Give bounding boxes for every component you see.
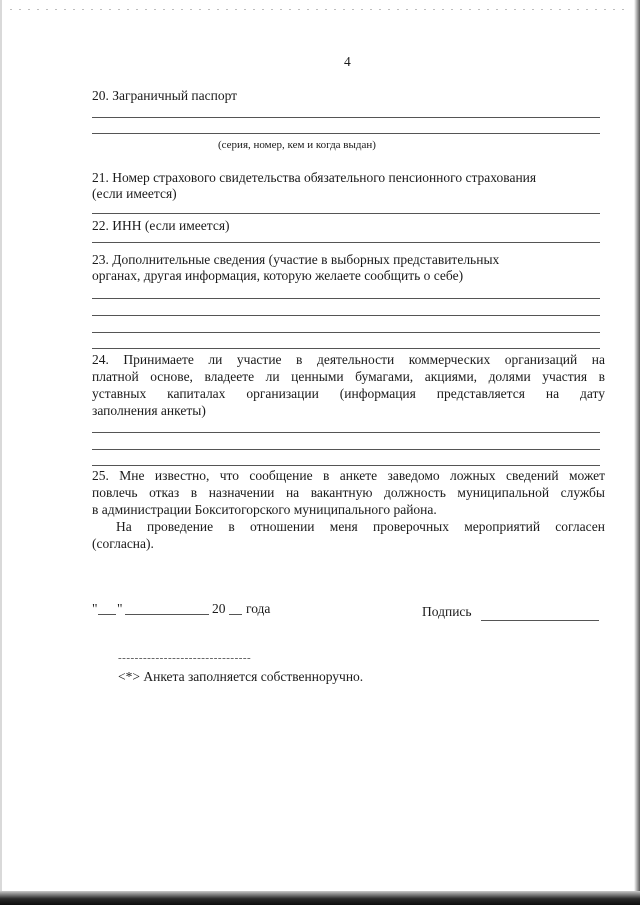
date-day-line[interactable] <box>98 614 116 615</box>
q22-label: 22. ИНН (если имеется) <box>92 218 230 233</box>
q23-fill-line-4[interactable] <box>92 348 600 349</box>
q20-fill-line-2[interactable] <box>92 133 600 134</box>
q23-fill-line-2[interactable] <box>92 315 600 316</box>
q25-line-2: повлечь отказ в назначении на вакантную должность муниципальной службы <box>92 485 605 500</box>
date-year-line[interactable] <box>229 614 242 615</box>
q25-line-3: в администрации Бокситогорского муниципального района. <box>92 502 437 517</box>
q23-line-2: органах, другая информация, которую желаете сообщить о себе) <box>92 268 464 283</box>
q21-line-2: (если имеется) <box>92 186 177 201</box>
q22-fill-line[interactable] <box>92 242 600 243</box>
signature-label: Подпись <box>422 604 472 619</box>
q25-line-4: На проведение в отношении меня проверочных мероприятий согласен <box>116 519 605 534</box>
q21-line-1: 21. Номер страхового свидетельства обязательного пенсионного страхования <box>92 170 537 185</box>
date-year-word: года <box>246 601 271 616</box>
q20-label: 20. Заграничный паспорт <box>92 88 238 103</box>
page-number: 4 <box>344 54 351 69</box>
q23-fill-line-1[interactable] <box>92 298 600 299</box>
q24-fill-line-3[interactable] <box>92 465 600 466</box>
scan-edge-bottom <box>0 891 640 905</box>
q25-line-1: 25. Мне известно, что сообщение в анкете заведомо ложных сведений может <box>92 468 605 483</box>
date-month-line[interactable] <box>125 614 209 615</box>
q24-line-1: 24. Принимаете ли участие в деятельности коммерческих организаций на <box>92 352 605 367</box>
scan-top-dots <box>10 9 630 10</box>
q24-line-4: заполнения анкеты) <box>92 403 206 418</box>
q24-line-3: уставных капиталах организации (информация представляется на дату <box>92 386 605 401</box>
q23-fill-line-3[interactable] <box>92 332 600 333</box>
signature-line[interactable] <box>481 620 599 621</box>
q20-fill-line-1[interactable] <box>92 117 600 118</box>
scan-edge-right <box>634 0 640 905</box>
q24-fill-line-1[interactable] <box>92 432 600 433</box>
date-close-quote: " <box>117 601 123 616</box>
scan-edge-left <box>0 0 2 905</box>
q24-fill-line-2[interactable] <box>92 449 600 450</box>
date-year-prefix: 20 <box>212 601 226 616</box>
date-open-quote: " <box>92 601 98 616</box>
q24-line-2: платной основе, владеете ли ценными бумагами, акциями, долями участия в <box>92 369 605 384</box>
q21-fill-line[interactable] <box>92 213 600 214</box>
q25-line-5: (согласна). <box>92 536 154 551</box>
q23-line-1: 23. Дополнительные сведения (участие в выборных представительных <box>92 252 500 267</box>
footnote-separator: -------------------------------- <box>118 652 252 664</box>
footnote-text: <*> Анкета заполняется собственноручно. <box>118 669 364 684</box>
q20-hint: (серия, номер, кем и когда выдан) <box>218 139 376 151</box>
